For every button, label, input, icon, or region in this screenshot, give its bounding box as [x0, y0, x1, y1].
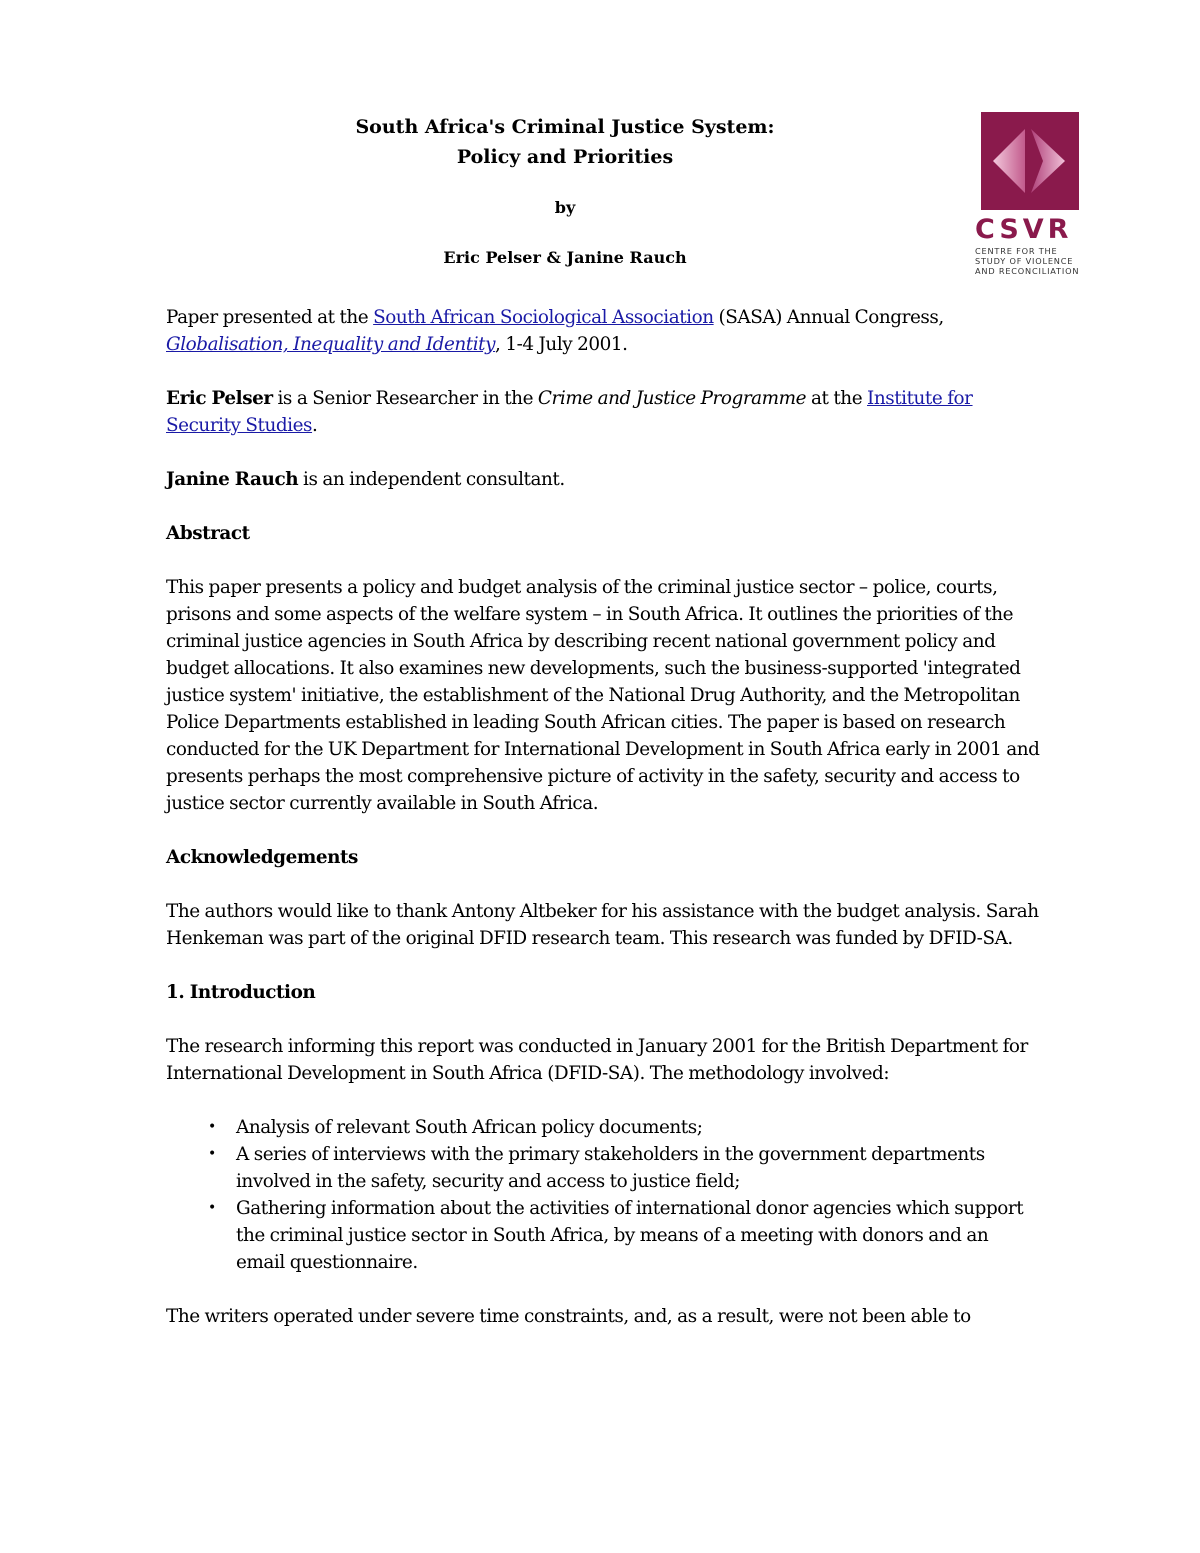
list-item-text: Gathering information about the activities of international donor agencies which support the criminal justice sector in South Africa, by means of a meeting with donors and an email questionnaire. [236, 1198, 1024, 1273]
author2-text: is an independent consultant. [298, 469, 565, 490]
author1-end: . [312, 415, 318, 436]
acknowledgements-text: The authors would like to thank Antony Altbeker for his assistance with the budget analysis. Sarah Henkeman was part of the original DFID research team. This research was funded by DFID-SA. [166, 901, 1039, 949]
logo-tagline-line-3: AND RECONCILIATION [975, 266, 1080, 276]
author1-name: Eric Pelser [166, 388, 273, 409]
logo-tagline [975, 246, 1093, 276]
presented-paragraph [166, 304, 1041, 358]
author2-paragraph [166, 466, 1041, 493]
authors-line: Eric Pelser & Janine Rauch [443, 248, 687, 267]
bullet-icon: • [208, 1146, 216, 1162]
sasa-link[interactable]: South African Sociological Association [373, 307, 714, 328]
by-line: by [554, 198, 576, 217]
presented-suffix: , 1-4 July 2001. [495, 334, 628, 355]
presented-prefix: Paper presented at the [166, 307, 374, 328]
logo-emblem-icon [981, 112, 1079, 210]
list-item [166, 1195, 1041, 1276]
logo-tagline-line-2: STUDY OF VIOLENCE [975, 256, 1074, 266]
methodology-list [166, 1114, 1041, 1276]
title-block [300, 112, 830, 270]
author1-text2: at the [806, 388, 868, 409]
title-line-2: Policy and Priorities [456, 146, 674, 168]
author1-paragraph [166, 385, 1041, 439]
author2-name: Janine Rauch [166, 469, 299, 490]
logo-tagline-line-1: CENTRE FOR THE [975, 246, 1058, 256]
list-item [166, 1141, 1041, 1195]
introduction-text: The research informing this report was conducted in January 2001 for the British Department for International Development in South Africa (DFID-SA). The methodology involved: [166, 1036, 1028, 1084]
abstract-text: This paper presents a policy and budget analysis of the criminal justice sector – police, courts, prisons and some aspects of the welfare system – in South Africa. It outlines the priorities of the criminal justice agencies in South Africa by describing recent national government policy and budget allocations. It also examines new developments, such the business-supported 'integrated justice system' initiative, the establishment of the National Drug Authority, and the Metropolitan Police Departments established in leading South African cities. The paper is based on research conducted for the UK Department for International Development in South Africa early in 2001 and presents perhaps the most comprehensive picture of activity in the safety, security and access to justice sector currently available in South Africa. [166, 577, 1040, 814]
acknowledgements-heading: Acknowledgements [166, 847, 358, 868]
list-item-text: A series of interviews with the primary stakeholders in the government departments involved in the safety, security and access to justice field; [236, 1144, 985, 1192]
bullet-icon: • [208, 1200, 216, 1216]
csvr-logo [975, 110, 1095, 282]
logo-acronym: CSVR [975, 214, 1073, 245]
bullet-icon: • [208, 1119, 216, 1135]
author1-programme: Crime and Justice Programme [537, 388, 807, 409]
congress-theme-link[interactable]: Globalisation, Inequality and Identity [166, 334, 496, 355]
abstract-heading: Abstract [166, 523, 250, 544]
title-line-1: South Africa's Criminal Justice System: [355, 116, 775, 138]
author1-text1: is a Senior Researcher in the [272, 388, 538, 409]
list-item [166, 1114, 1041, 1141]
presented-middle: (SASA) Annual Congress, [713, 307, 944, 328]
introduction-heading: 1. Introduction [166, 982, 316, 1003]
closing-text: The writers operated under severe time constraints, and, as a result, were not been able to [166, 1306, 971, 1327]
iss-link[interactable]: Institute for Security Studies [166, 388, 973, 436]
list-item-text: Analysis of relevant South African policy documents; [236, 1117, 703, 1138]
document-body [166, 304, 1041, 1330]
